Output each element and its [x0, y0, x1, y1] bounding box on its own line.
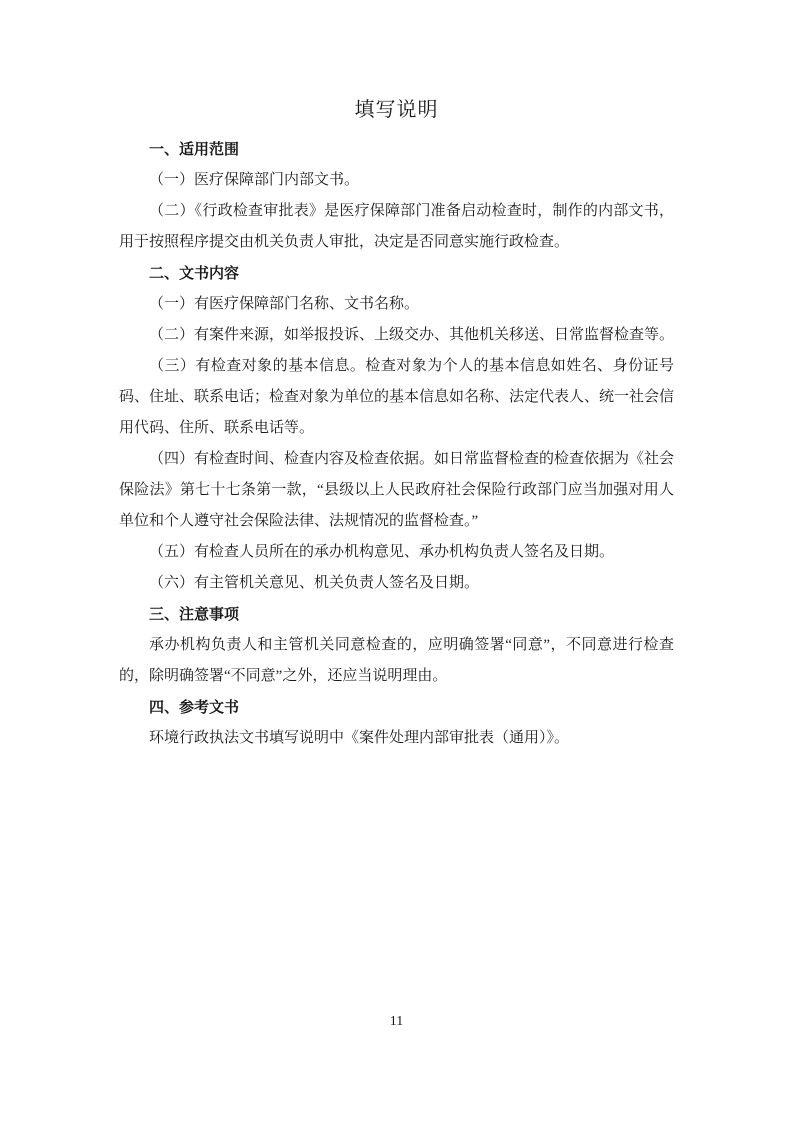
paragraph: （二）《行政检查审批表》是医疗保障部门准备启动检查时，制作的内部文书，用于按照程序提交由机关负责人审批，决定是否同意实施行政检查。 [119, 203, 674, 250]
paragraph: 承办机构负责人和主管机关同意检查的，应明确签署“同意”，不同意进行检查的，除明确签署“不同意”之外，还应当说明理由。 [119, 637, 674, 684]
document-body [119, 96, 674, 754]
paragraph: （六）有主管机关意见、机关负责人签名及日期。 [149, 575, 480, 591]
section-heading: 二、文书内容 [149, 265, 240, 282]
paragraph: （五）有检查人员所在的承办机构意见、承办机构负责人签名及日期。 [149, 544, 615, 560]
paragraph: （三）有检查对象的基本信息。检查对象为个人的基本信息如姓名、身份证号码、住址、联系电话；检查对象为单位的基本信息如名称、法定代表人、统一社会信用代码、住所、联系电话等。 [119, 358, 675, 436]
section-document-content [119, 258, 674, 599]
paragraph: （一）有医疗保障部门名称、文书名称。 [149, 296, 420, 312]
section-notes [119, 599, 674, 692]
section-heading: 三、注意事项 [149, 606, 240, 623]
section-reference-documents [119, 692, 674, 754]
page-number: 11 [389, 1014, 404, 1029]
paragraph: （四）有检查时间、检查内容及检查依据。如日常监督检查的检查依据为《社会保险法》第七十七条第一款，“县级以上人民政府社会保险行政部门应当加强对用人单位和个人遵守社会保险法律、法规情况的监督检查。” [119, 451, 675, 529]
section-heading: 一、适用范围 [149, 141, 240, 158]
paragraph: （一）医疗保障部门内部文书。 [149, 172, 360, 188]
paragraph: （二）有案件来源，如举报投诉、上级交办、其他机关移送、日常监督检查等。 [149, 327, 675, 343]
section-heading: 四、参考文书 [149, 699, 240, 716]
section-applicable-scope [119, 134, 674, 258]
document-title: 填写说明 [354, 99, 439, 121]
paragraph: 环境行政执法文书填写说明中《案件处理内部审批表（通用）》。 [149, 730, 570, 746]
